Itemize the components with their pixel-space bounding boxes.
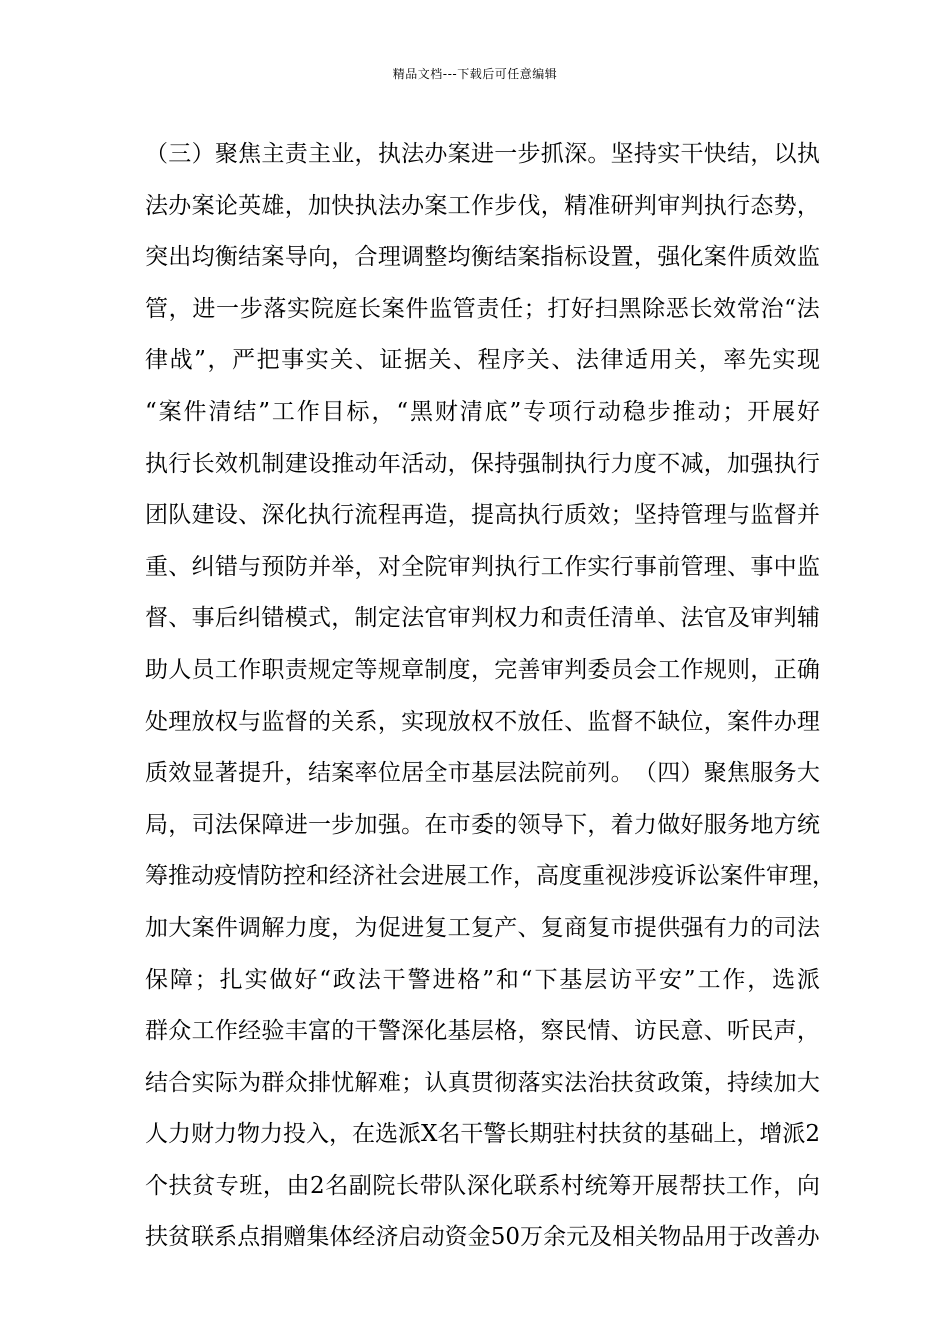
text-line: 群 众 工 作 经 验 丰 富 的 干 警 深 化 基 层 格 ， 察 民 情 、 访 民 意 、 听 民 声 ， <box>145 1018 820 1045</box>
text-line: 督 、 事 后 纠 错 模 式 ， 制 定 法 官 审 判 权 力 和 责 任 清 单 、 法 官 及 审 判 辅 <box>145 605 820 632</box>
text-line: 保 障 ； 扎 实 做 好 “ 政 法 干 警 进 格 ” 和 “ 下 基 层 访 平 安 ” 工 作 ， 选 派 <box>145 966 820 993</box>
text-line: 扶 贫 联 系 点 捐 赠 集 体 经 济 启 动 资 金 50 万 余 元 及 相 关 物 品 用 于 改 善 办 <box>145 1224 820 1251</box>
text-line: 律 战 ” ， 严 把 事 实 关 、 证 据 关 、 程 序 关 、 法 律 适 用 关 ， 率 先 实 现 <box>145 347 820 374</box>
text-line: 团 队 建 设 、 深 化 执 行 流 程 再 造 ， 提 高 执 行 质 效 ； 坚 持 管 理 与 监 督 并 <box>145 502 820 529</box>
text-line: 法 办 案 论 英 雄 ， 加 快 执 法 办 案 工 作 步 伐 ， 精 准 研 判 审 判 执 行 态 势 ， <box>145 192 820 219</box>
text-line: 管 ， 进 一 步 落 实 院 庭 长 案 件 监 管 责 任 ； 打 好 扫 黑 除 恶 长 效 常 治 “ 法 <box>145 295 820 322</box>
text-line: 助 人 员 工 作 职 责 规 定 等 规 章 制 度 ， 完 善 审 判 委 员 会 工 作 规 则 ， 正 确 <box>145 656 820 683</box>
text-line: 加 大 案 件 调 解 力 度 ， 为 促 进 复 工 复 产 、 复 商 复 市 提 供 强 有 力 的 司 法 <box>145 914 820 941</box>
text-line: 个 扶 贫 专 班 ， 由 2 名 副 院 长 带 队 深 化 联 系 村 统 筹 开 展 帮 扶 工 作 ， 向 <box>145 1172 820 1199</box>
text-line: 局 ， 司 法 保 障 进 一 步 加 强 。 在 市 委 的 领 导 下 ， 着 力 做 好 服 务 地 方 统 <box>145 811 820 838</box>
page-header: 精品文档---下载后可任意编辑 <box>392 67 558 81</box>
text-line: “ 案 件 清 结 ” 工 作 目 标 ， “ 黑 财 清 底 ” 专 项 行 动 稳 步 推 动 ； 开 展 好 <box>145 398 820 425</box>
text-line: 结 合 实 际 为 群 众 排 忧 解 难 ； 认 真 贯 彻 落 实 法 治 扶 贫 政 策 ， 持 续 加 大 <box>145 1069 820 1096</box>
text-line: 质 效 显 著 提 升 ， 结 案 率 位 居 全 市 基 层 法 院 前 列 。 （ 四 ） 聚 焦 服 务 大 <box>145 760 820 787</box>
text-line: 执 行 长 效 机 制 建 设 推 动 年 活 动 ， 保 持 强 制 执 行 力 度 不 减 ， 加 强 执 行 <box>145 450 820 477</box>
text-line: （ 三 ） 聚 焦 主 责 主 业 ， 执 法 办 案 进 一 步 抓 深 。 坚 持 实 干 快 结 ， 以 执 <box>145 141 820 167</box>
body-paragraph <box>145 129 835 1264</box>
text-line: 处 理 放 权 与 监 督 的 关 系 ， 实 现 放 权 不 放 任 、 监 督 不 缺 位 ， 案 件 办 理 <box>145 708 820 735</box>
text-line: 突 出 均 衡 结 案 导 向 ， 合 理 调 整 均 衡 结 案 指 标 设 置 ， 强 化 案 件 质 效 监 <box>145 244 820 271</box>
text-line: 人 力 财 力 物 力 投 入 ， 在 选 派 X 名 干 警 长 期 驻 村 扶 贫 的 基 础 上 ， 增 派 2 <box>145 1121 821 1148</box>
text-line: 筹 推 动 疫 情 防 控 和 经 济 社 会 进 展 工 作 ， 高 度 重 视 涉 疫 诉 讼 案 件 审 理 ， <box>145 863 835 890</box>
text-line: 重 、 纠 错 与 预 防 并 举 ， 对 全 院 审 判 执 行 工 作 实 行 事 前 管 理 、 事 中 监 <box>145 553 820 580</box>
